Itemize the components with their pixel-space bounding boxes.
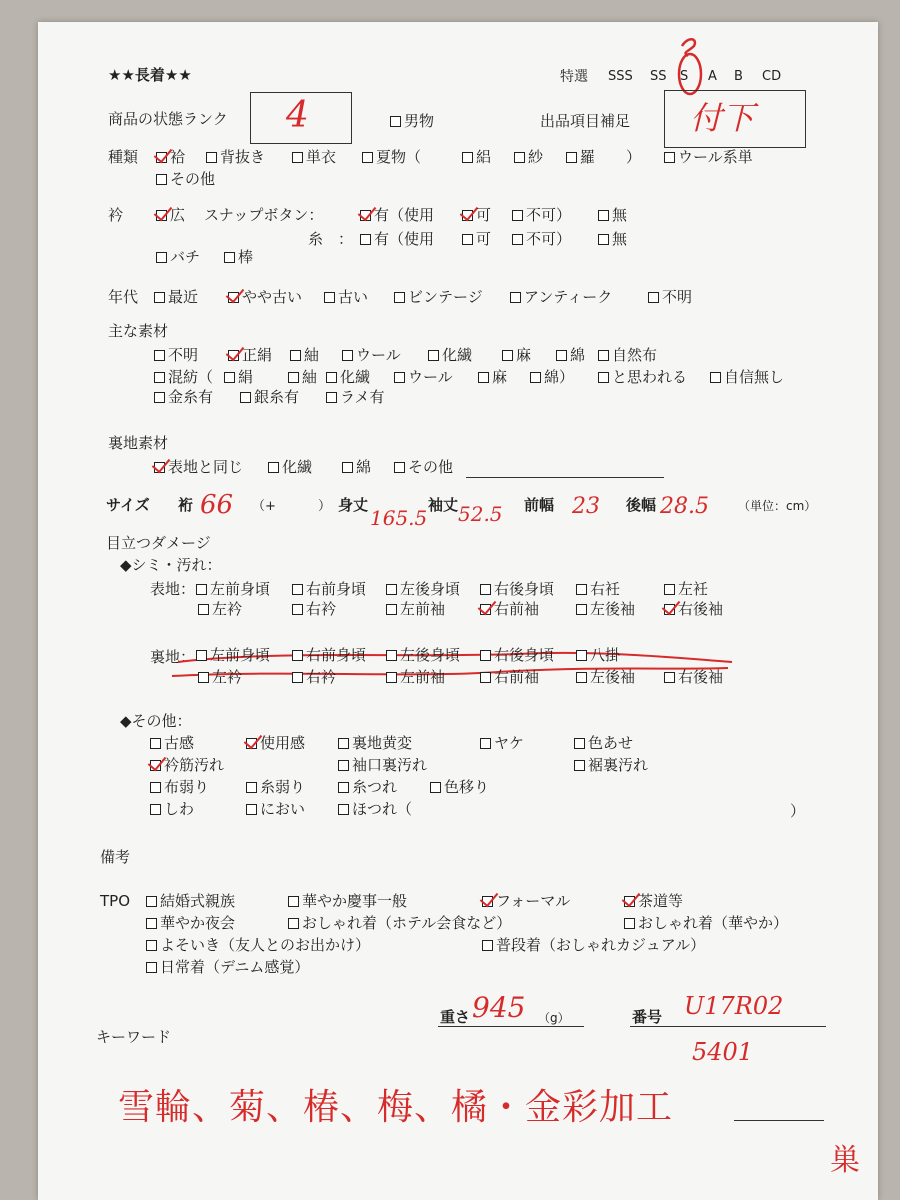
sozai1-3-checkbox[interactable]	[342, 350, 353, 361]
snap-0-label: 有（使用	[374, 206, 435, 224]
snap-1-checkbox[interactable]	[462, 210, 473, 221]
omote1-1-checkbox[interactable]	[292, 584, 303, 595]
sonota2-1-label: 袖口裏汚れ	[352, 756, 428, 774]
snap-label: スナップボタン：	[204, 206, 324, 224]
shimi-label: ◆シミ・汚れ：	[120, 556, 222, 574]
ura1-1-checkbox[interactable]	[292, 650, 303, 661]
plus-close: ）	[318, 499, 332, 514]
omote1-5-checkbox[interactable]	[664, 584, 675, 595]
tpo1-2-checkbox[interactable]	[482, 896, 493, 907]
sozai1-4-label: 化繊	[442, 346, 473, 364]
sozai1-6-label: 綿	[570, 346, 586, 364]
ura2-3-checkbox[interactable]	[480, 672, 491, 683]
sonota2-2-label: 裾裏汚れ	[588, 756, 649, 774]
sonota1-1-checkbox[interactable]	[246, 738, 257, 749]
shurui-wool-label: ウール系単	[678, 148, 753, 166]
bangou-label: 番号	[632, 1008, 663, 1026]
ura1-0-checkbox[interactable]	[196, 650, 207, 661]
shurui-wool-checkbox[interactable]	[664, 152, 675, 163]
ito-label: 糸 ：	[308, 230, 354, 248]
shurui-0-checkbox[interactable]	[156, 152, 167, 163]
sonota3-1-label: 糸弱り	[260, 778, 306, 796]
omote1-0-label: 左前身頃	[210, 580, 271, 598]
ura-label: 裏地：	[150, 648, 196, 666]
sonota2-0-label: 衿筋汚れ	[164, 756, 225, 774]
sozai1-5-checkbox[interactable]	[502, 350, 513, 361]
omote2-5-label: 右後袖	[678, 600, 724, 618]
omote2-3-checkbox[interactable]	[480, 604, 491, 615]
sonota3-2-checkbox[interactable]	[338, 782, 349, 793]
maehaba-value: 23	[572, 494, 600, 519]
sozai3-0-label: 金糸有	[168, 388, 214, 406]
omosa-line	[438, 1026, 584, 1027]
rank-value: 4	[286, 95, 309, 136]
sonota1-0-checkbox[interactable]	[150, 738, 161, 749]
maehaba-label: 前幅	[524, 496, 555, 514]
sonota2-2-checkbox[interactable]	[574, 760, 585, 771]
sozai1-5-label: 麻	[516, 346, 532, 364]
sonota4-2-checkbox[interactable]	[338, 804, 349, 815]
tpo3-1-label: 普段着（おしゃれカジュアル）	[496, 936, 706, 954]
mens-label: 男物	[404, 112, 435, 130]
sozai1-1-checkbox[interactable]	[228, 350, 239, 361]
omote1-3-label: 右後身頃	[494, 580, 555, 598]
sozai2-2-checkbox[interactable]	[326, 372, 337, 383]
sonota3-0-label: 布弱り	[164, 778, 210, 796]
size-label: サイズ	[106, 496, 150, 514]
sonota4-0-checkbox[interactable]	[150, 804, 161, 815]
sozai2-2-label: 化繊	[340, 368, 371, 386]
sozai2t-1-label: 自信無し	[724, 368, 785, 386]
eri-bou-label: 棒	[238, 248, 254, 266]
grade-0[interactable]: SSS	[608, 69, 633, 84]
nendai-5-checkbox[interactable]	[648, 292, 659, 303]
sozai2-4-checkbox[interactable]	[478, 372, 489, 383]
omosa-unit: （g）	[538, 1011, 570, 1025]
sozai1-1-label: 正絹	[242, 346, 273, 364]
supplement-label: 出品項目補足	[540, 112, 631, 130]
shurui-ro-checkbox[interactable]	[462, 152, 473, 163]
urachi-2-label: 綿	[356, 458, 372, 476]
grade-2[interactable]: S	[680, 69, 689, 84]
sozai2-4-label: 麻	[492, 368, 508, 386]
sonota1-4-checkbox[interactable]	[574, 738, 585, 749]
grade-5[interactable]: CD	[762, 69, 782, 84]
nendai-4-checkbox[interactable]	[510, 292, 521, 303]
shurui-sha-checkbox[interactable]	[514, 152, 525, 163]
eri-hiro-checkbox[interactable]	[156, 210, 167, 221]
ito-0-checkbox[interactable]	[360, 234, 371, 245]
omote2-0-checkbox[interactable]	[198, 604, 209, 615]
snap-3-checkbox[interactable]	[598, 210, 609, 221]
shurui-ro-label: 絽	[476, 148, 492, 166]
omote2-2-checkbox[interactable]	[386, 604, 397, 615]
sonota3-2-label: 糸つれ	[352, 778, 398, 796]
tpo1-0-label: 結婚式親族	[160, 892, 236, 910]
omote-label: 表地：	[150, 580, 196, 598]
keyword-value: 雪輪、菊、椿、梅、橘・金彩加工	[118, 1087, 674, 1128]
omote2-0-label: 左衿	[212, 600, 243, 618]
ito-2-checkbox[interactable]	[512, 234, 523, 245]
shurui-ra-checkbox[interactable]	[566, 152, 577, 163]
omote1-4-label: 右衽	[590, 580, 621, 598]
nendai-3-label: ビンテージ	[408, 288, 483, 306]
ushirohaba-value: 28.5	[660, 494, 709, 519]
ura1-3-checkbox[interactable]	[480, 650, 491, 661]
omote2-1-checkbox[interactable]	[292, 604, 303, 615]
signature-stamp: 巣	[830, 1143, 860, 1178]
ito-1-checkbox[interactable]	[462, 234, 473, 245]
omosa-label: 重さ	[440, 1008, 471, 1026]
tpo-label: TPO	[100, 892, 131, 910]
tpo2-1-label: おしゃれ着（ホテル会食など）	[302, 914, 512, 932]
shurui-label: 種類	[108, 148, 139, 166]
tpo2-2-checkbox[interactable]	[624, 918, 635, 929]
ito-3-checkbox[interactable]	[598, 234, 609, 245]
sonota2-0-checkbox[interactable]	[150, 760, 161, 771]
sodetake-value: 52.5	[458, 502, 503, 526]
tpo2-1-checkbox[interactable]	[288, 918, 299, 929]
shurui-other-label: その他	[170, 170, 216, 188]
sozai2-3-label: ウール	[408, 368, 453, 386]
urachi-other-line	[466, 477, 664, 478]
sozai2-5-checkbox[interactable]	[530, 372, 541, 383]
ura1-3-label: 右後身頃	[494, 646, 555, 664]
shurui-close-paren: ）	[626, 148, 642, 166]
sozai3-0-checkbox[interactable]	[154, 392, 165, 403]
snap-2-label: 不可）	[526, 206, 572, 224]
omote1-2-label: 左後身頃	[400, 580, 461, 598]
omote1-4-checkbox[interactable]	[576, 584, 587, 595]
sozai1-4-checkbox[interactable]	[428, 350, 439, 361]
ura1-2-label: 左後身頃	[400, 646, 461, 664]
sonota1-1-label: 使用感	[260, 734, 306, 752]
sonota4-1-checkbox[interactable]	[246, 804, 257, 815]
tpo2-0-checkbox[interactable]	[146, 918, 157, 929]
bangou-value: U17R02	[684, 992, 784, 1020]
ura2-0-checkbox[interactable]	[198, 672, 209, 683]
tpo2-0-label: 華やか夜会	[160, 914, 236, 932]
grade-1[interactable]: SS	[650, 69, 667, 84]
sozai2-0-label: 絹	[238, 368, 254, 386]
sozai-konbou-label: 混紡（	[168, 368, 214, 386]
sozai1-0-label: 不明	[168, 346, 199, 364]
ura2-1-label: 右衿	[306, 668, 337, 686]
nendai-2-label: 古い	[338, 288, 369, 306]
omote2-4-label: 左後袖	[590, 600, 636, 618]
urachi-1-label: 化繊	[282, 458, 313, 476]
nendai-3-checkbox[interactable]	[394, 292, 405, 303]
omote1-5-label: 左衽	[678, 580, 709, 598]
ura1-2-checkbox[interactable]	[386, 650, 397, 661]
tpo1-3-checkbox[interactable]	[624, 896, 635, 907]
sonota1-2-checkbox[interactable]	[338, 738, 349, 749]
sozai1-6-checkbox[interactable]	[556, 350, 567, 361]
ura1-0-label: 左前身頃	[210, 646, 271, 664]
nendai-1-label: やや古い	[242, 288, 303, 306]
tpo3-0-checkbox[interactable]	[146, 940, 157, 951]
omote1-3-checkbox[interactable]	[480, 584, 491, 595]
eri-label: 衿	[108, 206, 124, 224]
shurui-1-label: 背抜き	[220, 148, 266, 166]
ura2-3-label: 右前袖	[494, 668, 540, 686]
shurui-3-checkbox[interactable]	[362, 152, 373, 163]
mens-checkbox[interactable]	[390, 116, 401, 127]
snap-3-label: 無	[612, 206, 628, 224]
sozai-label: 主な素材	[108, 322, 169, 340]
omote1-2-checkbox[interactable]	[386, 584, 397, 595]
unit-label: （単位：cm）	[738, 499, 817, 513]
shurui-1-checkbox[interactable]	[206, 152, 217, 163]
shurui-2-checkbox[interactable]	[292, 152, 303, 163]
sozai2-3-checkbox[interactable]	[394, 372, 405, 383]
signature-line	[734, 1120, 824, 1121]
sonota1-3-label: ヤケ	[494, 734, 525, 752]
sonota4-1-label: におい	[260, 800, 306, 818]
shurui-sha-label: 紗	[528, 148, 544, 166]
sozai1-3-label: ウール	[356, 346, 401, 364]
eri-bachi-checkbox[interactable]	[156, 252, 167, 263]
shurui-0-label: 袷	[170, 148, 186, 166]
sozai2-0-checkbox[interactable]	[224, 372, 235, 383]
ura2-5-label: 右後袖	[678, 668, 724, 686]
tpo4-0-checkbox[interactable]	[146, 962, 157, 973]
sozai1-0-checkbox[interactable]	[154, 350, 165, 361]
sozai1-7-checkbox[interactable]	[598, 350, 609, 361]
tpo1-1-checkbox[interactable]	[288, 896, 299, 907]
sozai1-2-label: 紬	[304, 346, 320, 364]
yuki-label: 裄	[178, 496, 194, 514]
urachi-1-checkbox[interactable]	[268, 462, 279, 473]
sozai2t-1-checkbox[interactable]	[710, 372, 721, 383]
omote2-5-checkbox[interactable]	[664, 604, 675, 615]
snap-1-label: 可	[476, 206, 492, 224]
sozai2t-0-checkbox[interactable]	[598, 372, 609, 383]
sozai1-7-label: 自然布	[612, 346, 658, 364]
hotsure-close: ）	[790, 802, 806, 820]
sozai2-5-label: 綿）	[544, 368, 575, 386]
urachi-0-checkbox[interactable]	[154, 462, 165, 473]
nendai-1-checkbox[interactable]	[228, 292, 239, 303]
sozai3-1-label: 銀糸有	[254, 388, 300, 406]
sozai3-2-checkbox[interactable]	[326, 392, 337, 403]
mitake-label: 身丈	[338, 496, 369, 514]
sonota1-3-checkbox[interactable]	[480, 738, 491, 749]
damage-label: 目立つダメージ	[106, 534, 211, 552]
sozai2-1-label: 紬	[302, 368, 318, 386]
ura1-1-label: 右前身頃	[306, 646, 367, 664]
grade-4[interactable]: B	[734, 69, 743, 84]
tpo3-0-label: よそいき（友人とのお出かけ）	[160, 936, 371, 954]
shurui-3-label: 夏物（	[376, 148, 422, 166]
omote2-2-label: 左前袖	[400, 600, 446, 618]
sonota3-0-checkbox[interactable]	[150, 782, 161, 793]
urachi-0-label: 表地と同じ	[168, 458, 244, 476]
sonota2-1-checkbox[interactable]	[338, 760, 349, 771]
omote1-1-label: 右前身頃	[306, 580, 367, 598]
ito-3-label: 無	[612, 230, 628, 248]
ura2-1-checkbox[interactable]	[292, 672, 303, 683]
ura1-4-label: 八掛	[590, 646, 621, 664]
tpo1-2-label: フォーマル	[496, 892, 571, 910]
ura2-2-checkbox[interactable]	[386, 672, 397, 683]
yuki-value: 66	[200, 490, 234, 520]
nendai-5-label: 不明	[662, 288, 693, 306]
shurui-ra-label: 羅	[580, 148, 596, 166]
ura2-2-label: 左前袖	[400, 668, 446, 686]
urachi-3-label: その他	[408, 458, 454, 476]
keyword-label: キーワード	[96, 1028, 172, 1046]
sonota-label: ◆その他：	[120, 712, 192, 730]
bangou-sub: 5401	[692, 1038, 754, 1066]
omote2-1-label: 右衿	[306, 600, 337, 618]
eri-bachi-label: バチ	[170, 248, 201, 266]
ura2-4-checkbox[interactable]	[576, 672, 587, 683]
nendai-0-label: 最近	[168, 288, 199, 306]
ito-1-label: 可	[476, 230, 492, 248]
ura1-4-checkbox[interactable]	[576, 650, 587, 661]
ura2-4-label: 左後袖	[590, 668, 636, 686]
ushirohaba-label: 後幅	[626, 496, 657, 514]
tpo4-0-label: 日常着（デニム感覚）	[160, 958, 310, 976]
sozai2t-0-label: と思われる	[612, 368, 688, 386]
tpo1-1-label: 華やか慶事一般	[302, 892, 408, 910]
inspection-sheet	[38, 22, 878, 1200]
sonota4-2-label: ほつれ（	[352, 800, 413, 818]
sozai3-2-label: ラメ有	[340, 388, 385, 406]
ura2-0-label: 左衿	[212, 668, 243, 686]
urachi-label: 裏地素材	[108, 434, 169, 452]
nendai-4-label: アンティーク	[524, 288, 613, 306]
sozai3-1-checkbox[interactable]	[240, 392, 251, 403]
tokusen-label: 特選	[560, 69, 588, 85]
sozai2-1-checkbox[interactable]	[288, 372, 299, 383]
omosa-value: 945	[472, 991, 526, 1024]
nendai-label: 年代	[108, 288, 139, 306]
omote2-3-label: 右前袖	[494, 600, 540, 618]
ura2-5-checkbox[interactable]	[664, 672, 675, 683]
sodetake-label: 袖丈	[428, 496, 459, 514]
ito-0-label: 有（使用	[374, 230, 435, 248]
sonota4-0-label: しわ	[164, 800, 195, 818]
snap-0-checkbox[interactable]	[360, 210, 371, 221]
shurui-2-label: 単衣	[306, 148, 337, 166]
tpo2-2-label: おしゃれ着（華やか）	[638, 914, 789, 932]
nendai-2-checkbox[interactable]	[324, 292, 335, 303]
tpo1-3-label: 茶道等	[638, 892, 684, 910]
sonota1-4-label: 色あせ	[588, 734, 634, 752]
sonota1-2-label: 裏地黄変	[352, 734, 413, 752]
snap-2-checkbox[interactable]	[512, 210, 523, 221]
eri-hiro-label: 広	[170, 206, 186, 224]
rank-label: 商品の状態ランク	[108, 110, 228, 128]
sonota1-0-label: 古感	[164, 734, 195, 752]
ito-2-label: 不可）	[526, 230, 572, 248]
bangou-line	[630, 1026, 826, 1027]
omote2-4-checkbox[interactable]	[576, 604, 587, 615]
sonota3-3-checkbox[interactable]	[430, 782, 441, 793]
shurui-other-checkbox[interactable]	[156, 174, 167, 185]
sheet-title: ★★長着★★	[108, 66, 192, 84]
sozai-konbou-checkbox[interactable]	[154, 372, 165, 383]
eri-bou-checkbox[interactable]	[224, 252, 235, 263]
nendai-0-checkbox[interactable]	[154, 292, 165, 303]
bikou-label: 備考	[100, 848, 131, 866]
urachi-3-checkbox[interactable]	[394, 462, 405, 473]
mitake-value: 165.5	[370, 506, 428, 530]
tpo3-1-checkbox[interactable]	[482, 940, 493, 951]
tpo1-0-checkbox[interactable]	[146, 896, 157, 907]
plus-label: （+	[252, 499, 276, 514]
omote1-0-checkbox[interactable]	[196, 584, 207, 595]
supplement-value: 付下	[690, 99, 755, 137]
sonota3-1-checkbox[interactable]	[246, 782, 257, 793]
sonota3-3-label: 色移り	[444, 778, 490, 796]
sozai1-2-checkbox[interactable]	[290, 350, 301, 361]
urachi-2-checkbox[interactable]	[342, 462, 353, 473]
grade-3[interactable]: A	[708, 69, 717, 84]
